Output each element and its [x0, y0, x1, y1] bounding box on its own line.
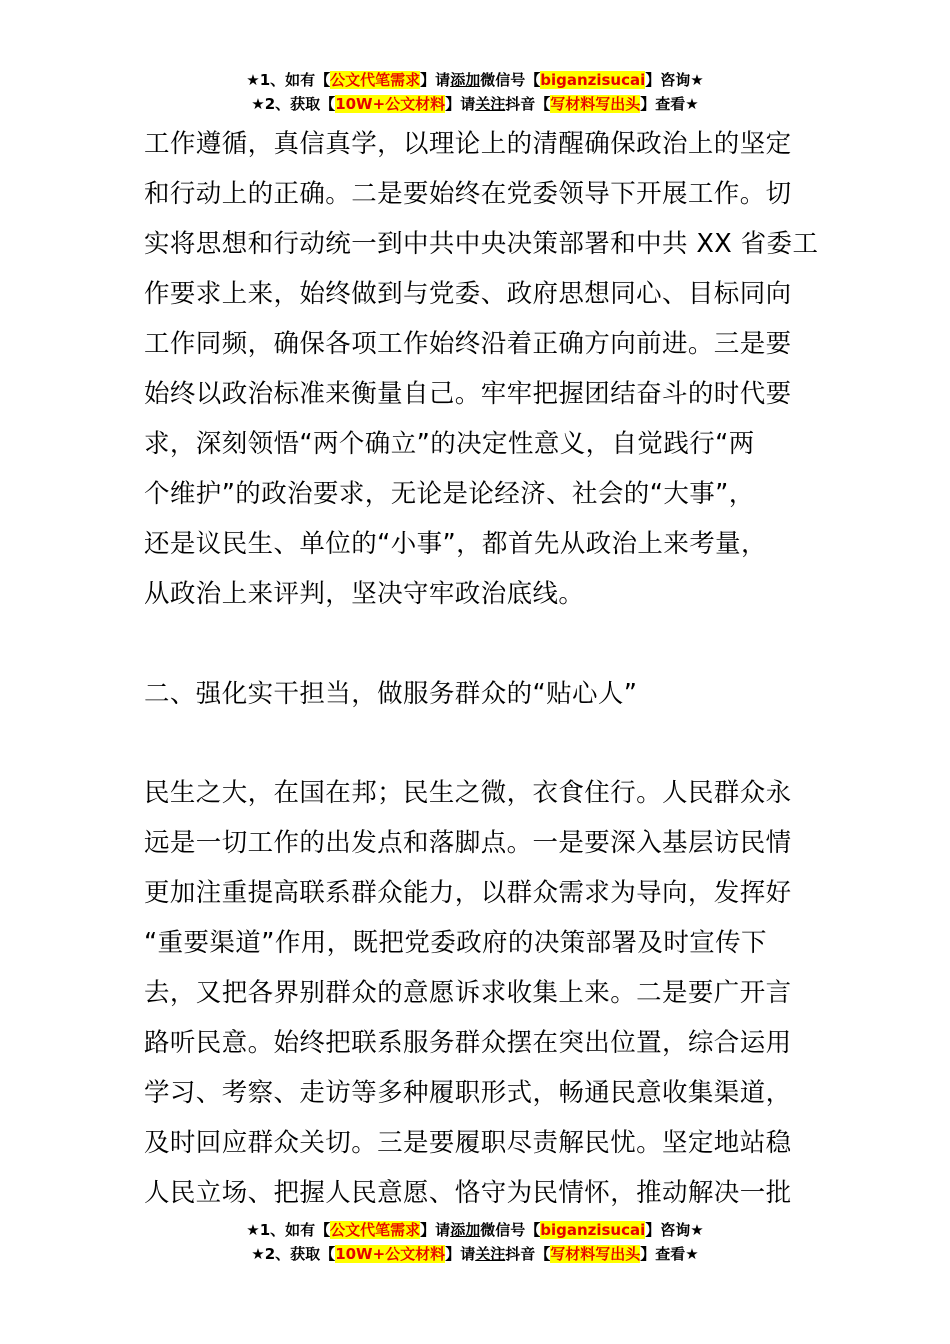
highlight-douyin: 写材料写出头	[550, 1245, 641, 1263]
text-line: 始终以政治标准来衡量自己。牢牢把握团结奋斗的时代要	[144, 379, 792, 409]
highlight-materials: 10W+公文材料	[335, 1245, 446, 1263]
text-line: 工作同频，确保各项工作始终沿着正确方向前进。三是要	[144, 329, 792, 359]
text-line: 民生之大，在国在邦；民生之微，衣食住行。人民群众永	[144, 778, 792, 808]
text-line: 路听民意。始终把联系服务群众摆在突出位置，综合运用	[144, 1028, 792, 1058]
text-line: “重要渠道”作用，既把党委政府的决策部署及时宣传下	[144, 928, 767, 958]
text-line: 学习、考察、走访等多种履职形式，畅通民意收集渠道，	[144, 1078, 792, 1108]
highlight-materials: 10W+公文材料	[335, 95, 446, 113]
promo-line-1: ★1、如有【公文代笔需求】请添加微信号【biganzisucai】咨询★	[246, 71, 704, 89]
highlight-service: 公文代笔需求	[330, 1221, 421, 1239]
header-promo-banner	[0, 68, 950, 116]
text-line: 和行动上的正确。二是要始终在党委领导下开展工作。切	[144, 179, 792, 209]
text-line: 个维护”的政治要求，无论是论经济、社会的“大事”，	[144, 479, 755, 509]
promo-line-2: ★2、获取【10W+公文材料】请关注抖音【写材料写出头】查看★	[251, 95, 699, 113]
highlight-douyin: 写材料写出头	[550, 95, 641, 113]
text-line: 去，又把各界别群众的意愿诉求收集上来。二是要广开言	[144, 978, 792, 1008]
text-line: 作要求上来，始终做到与党委、政府思想同心、目标同向	[144, 279, 792, 309]
promo-line-1: ★1、如有【公文代笔需求】请添加微信号【biganzisucai】咨询★	[246, 1221, 704, 1239]
text-line: 人民立场、把握人民意愿、恪守为民情怀，推动解决一批	[144, 1178, 792, 1208]
text-line: 远是一切工作的出发点和落脚点。一是要深入基层访民情	[144, 828, 792, 858]
paragraph-serve-masses	[144, 768, 810, 1218]
text-line: 从政治上来评判，坚决守牢政治底线。	[144, 579, 585, 609]
text-line: 实将思想和行动统一到中共中央决策部署和中共 XX 省委工	[144, 229, 819, 259]
text-line: 及时回应群众关切。三是要履职尽责解民忧。坚定地站稳	[144, 1128, 792, 1158]
section-heading	[144, 669, 810, 719]
highlight-service: 公文代笔需求	[330, 71, 421, 89]
footer-promo-banner	[0, 1218, 950, 1266]
paragraph-political-standards	[144, 119, 819, 619]
text-line: 工作遵循，真信真学，以理论上的清醒确保政治上的坚定	[144, 129, 792, 159]
text-line: 求，深刻领悟“两个确立”的决定性意义，自觉践行“两	[144, 429, 755, 459]
section-heading-text: 二、强化实干担当，做服务群众的“贴心人”	[144, 679, 638, 709]
text-line: 还是议民生、单位的“小事”，都首先从政治上来考量，	[144, 529, 767, 559]
highlight-wechat-id: biganzisucai	[540, 71, 646, 89]
highlight-wechat-id: biganzisucai	[540, 1221, 646, 1239]
text-line: 更加注重提高联系群众能力，以群众需求为导向，发挥好	[144, 878, 792, 908]
promo-line-2: ★2、获取【10W+公文材料】请关注抖音【写材料写出头】查看★	[251, 1245, 699, 1263]
